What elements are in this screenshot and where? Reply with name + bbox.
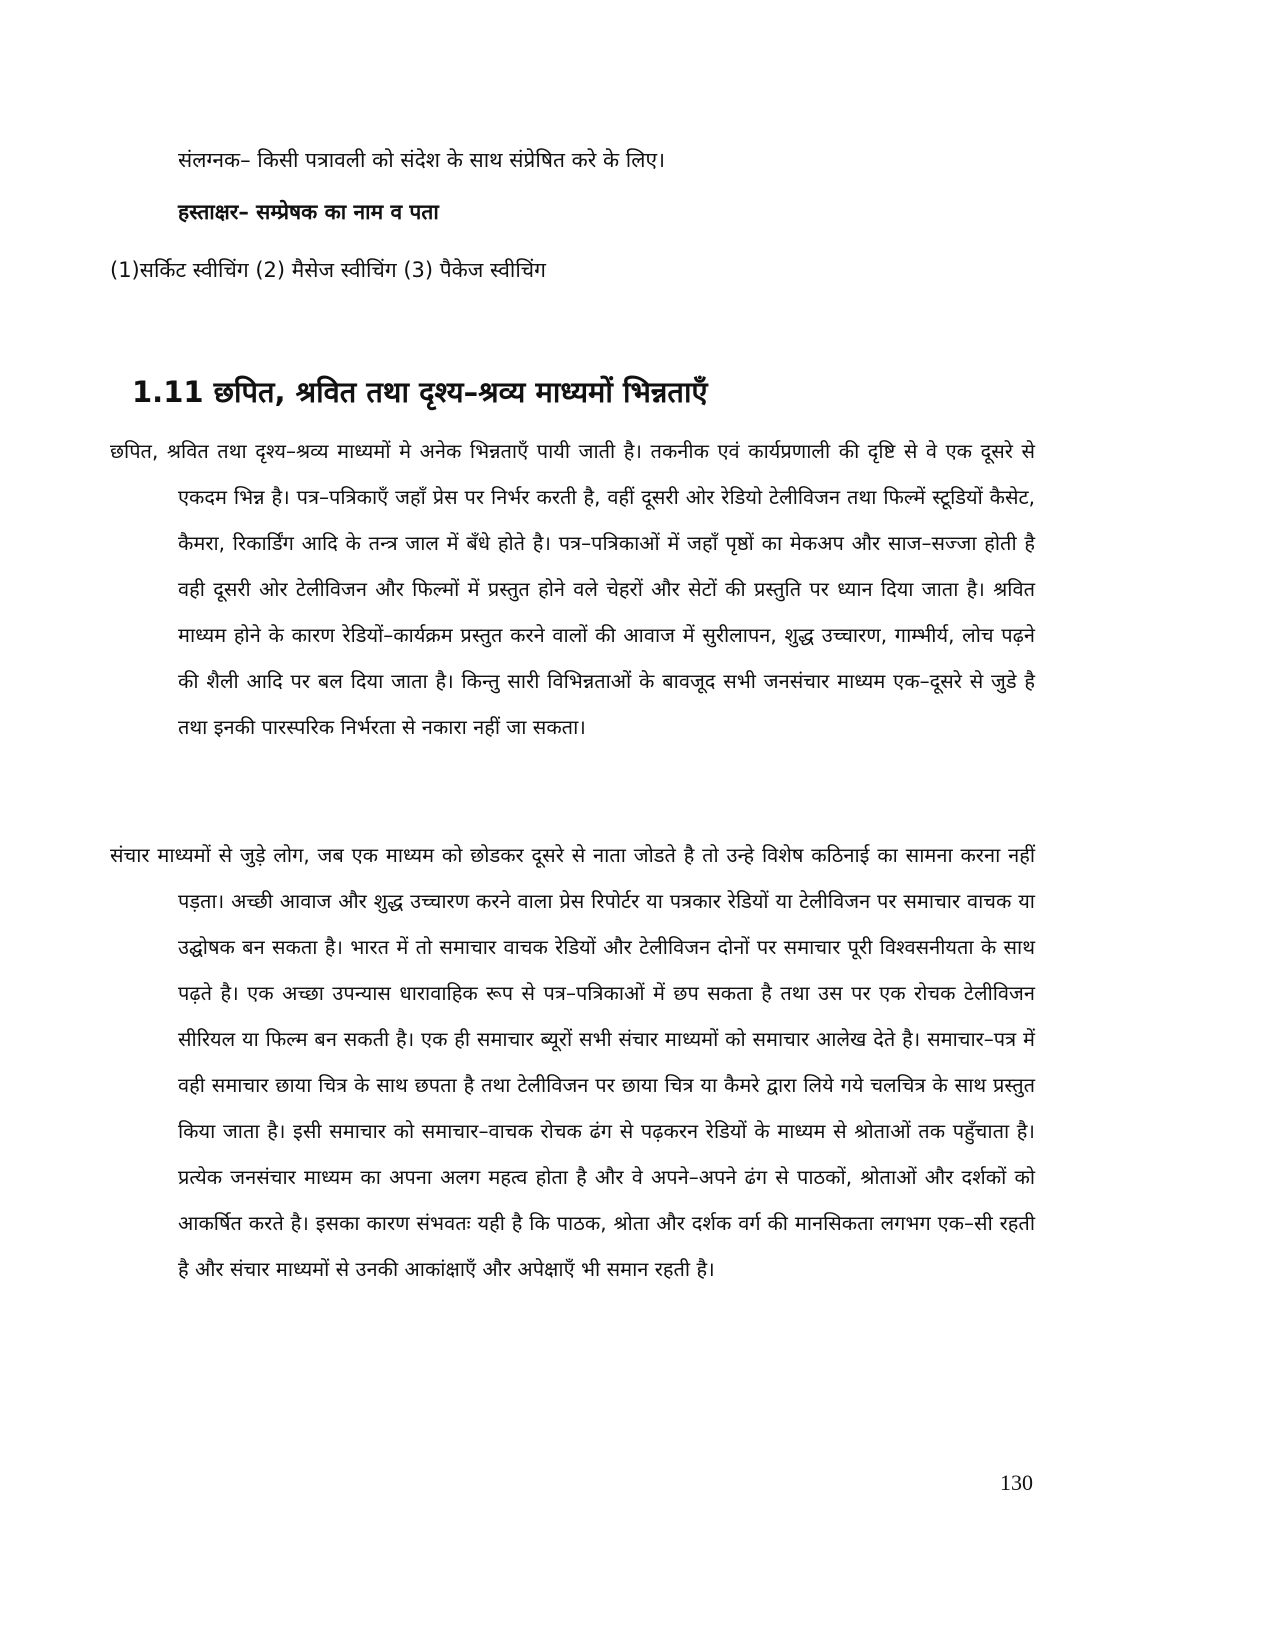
enclosure-line: संलग्नक– किसी पत्रावली को संदेश के साथ संप्रेषित करे के लिए।	[178, 148, 666, 172]
switching-types-line: (1)सर्किट स्वीचिंग (2) मैसेज स्वीचिंग (3) पैकेज स्वीचिंग	[110, 258, 546, 282]
paragraph-media-people: संचार माध्यमों से जुड़े लोग, जब एक माध्यम को छोडकर दूसरे से नाता जोडते है तो उन्हे विशेष कठिनाई का सामना करना नहीं पड़ता। अच्छी आवाज और शुद्ध उच्चारण करने वाला प्रेस रिपोर्टर या पत्रकार रेडियों या टेलीविजन पर समाचार वाचक या उद्घोषक बन सकता है। भारत में तो समाचार वाचक रेडियों और टेलीविजन दोनों पर समाचार पूरी विश्वसनीयता के साथ पढ़ते है। एक अच्छा उपन्यास धारावाहिक रूप से पत्र–पत्रिकाओं में छप सकता है तथा उस पर एक रोचक टेलीविजन सीरियल या फिल्म बन सकती है। एक ही समाचार ब्यूरों सभी संचार माध्यमों को समाचार आलेख देते है। समाचार–पत्र में वही समाचार छाया चित्र के साथ छपता है तथा टेलीविजन पर छाया चित्र या कैमरे द्वारा लिये गये चलचित्र के साथ प्रस्तुत किया जाता है। इसी समाचार को समाचार–वाचक रोचक ढंग से पढ़करन रेडियों के माध्यम से श्रोताओं तक पहुँचाता है। प्रत्येक जनसंचार माध्यम का अपना अलग महत्व होता है और वे अपने–अपने ढंग से पाठकों, श्रोताओं और दर्शकों को आकर्षित करते है। इसका कारण संभवतः यही है कि पाठक, श्रोता और दर्शक वर्ग की मानसिकता लगभग एक–सी रहती है और संचार माध्यमों से उनकी आकांक्षाएँ और अपेक्षाएँ भी समान रहती है।	[110, 843, 1035, 1281]
signature-line: हस्ताक्षर– सम्प्रेषक का नाम व पता	[178, 200, 439, 224]
page-number: 130	[1000, 1470, 1033, 1495]
paragraph-differences: छपित, श्रवित तथा दृश्य–श्रव्य माध्यमों मे अनेक भिन्नताएँ पायी जाती है। तकनीक एवं कार्यप्रणाली की दृष्टि से वे एक दूसरे से एकदम भिन्न है। पत्र–पत्रिकाएँ जहाँ प्रेस पर निर्भर करती है, वहीं दूसरी ओर रेडियो टेलीविजन तथा फिल्में स्टूडियों कैसेट, कैमरा, रिकार्डिंग आदि के तन्त्र जाल में बँधे होते है। पत्र–पत्रिकाओं में जहाँ पृष्ठों का मेकअप और साज–सज्जा होती है वही दूसरी ओर टेलीविजन और फिल्मों में प्रस्तुत होने वले चेहरों और सेटों की प्रस्तुति पर ध्यान दिया जाता है। श्रवित माध्यम होने के कारण रेडियों–कार्यक्रम प्रस्तुत करने वालों की आवाज में सुरीलापन, शुद्ध उच्चारण, गाम्भीर्य, लोच पढ़ने की शैली आदि पर बल दिया जाता है। किन्तु सारी विभिन्नताओं के बावजूद सभी जनसंचार माध्यम एक–दूसरे से जुडे है तथा इनकी पारस्परिक निर्भरता से नकारा नहीं जा सकता।	[110, 439, 1035, 739]
section-heading: 1.11 छपित, श्रवित तथा दृश्य–श्रव्य माध्यमों भिन्नताएँ	[132, 375, 708, 409]
